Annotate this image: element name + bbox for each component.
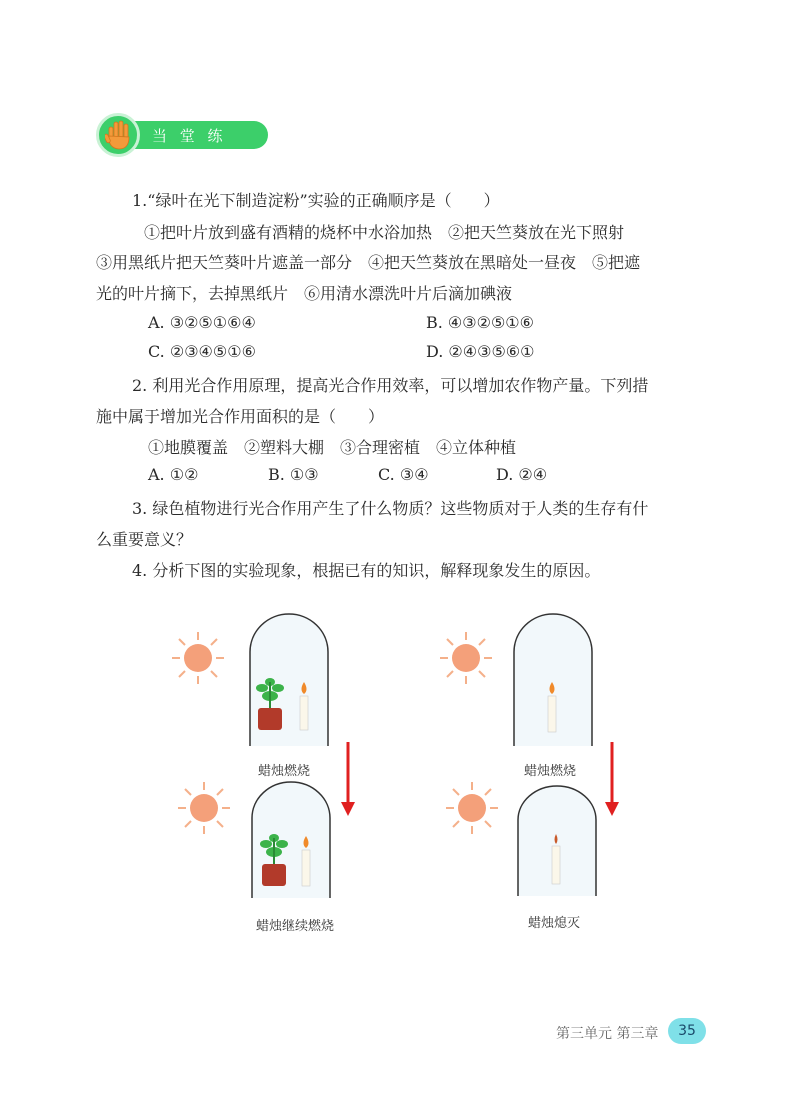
q2-option-a: A. ①② — [148, 465, 199, 484]
chapter-label: 第三单元 第三章 — [556, 1026, 659, 1042]
sun-icon — [170, 630, 226, 686]
q1-option-c: C. ②③④⑤①⑥ — [148, 342, 256, 361]
q3-line-1: 3. 绿色植物进行光合作用产生了什么物质？这些物质对于人类的生存有什 — [132, 499, 649, 518]
q4-line-1: 4. 分析下图的实验现象，根据已有的知识，解释现象发生的原因。 — [132, 561, 601, 580]
sun-icon — [176, 780, 232, 836]
badge-label: 当 堂 练 — [152, 127, 227, 145]
q1-option-a: A. ③②⑤①⑥④ — [148, 313, 256, 332]
q2-option-b: B. ①③ — [268, 465, 319, 484]
down-arrow-icon — [340, 742, 356, 818]
bell-jar-with-candle — [516, 784, 598, 898]
caption-right-bottom: 蜡烛熄灭 — [528, 916, 581, 931]
bell-jar-with-plant — [248, 612, 330, 748]
down-arrow-icon — [604, 742, 620, 818]
q2-stem-2: 施中属于增加光合作用面积的是（ ） — [96, 407, 385, 426]
sun-icon — [444, 780, 500, 836]
q1-option-d: D. ②④③⑤⑥① — [426, 342, 535, 361]
caption-left-bottom: 蜡烛继续燃烧 — [256, 919, 335, 934]
q2-option-d: D. ②④ — [496, 465, 548, 484]
page-number: 35 — [668, 1018, 706, 1044]
q2-option-c: C. ③④ — [378, 465, 429, 484]
q1-option-b: B. ④③②⑤①⑥ — [426, 313, 534, 332]
q3-line-2: 么重要意义？ — [96, 530, 193, 549]
q1-stem: 1.“绿叶在光下制造淀粉”实验的正确顺序是（ ） — [132, 191, 500, 210]
q1-line-3: 光的叶片摘下，去掉黑纸片 ⑥用清水漂洗叶片后滴加碘液 — [96, 284, 513, 303]
q2-items: ①地膜覆盖 ②塑料大棚 ③合理密植 ④立体种植 — [148, 438, 517, 457]
bell-jar-with-candle — [512, 612, 594, 748]
q1-line-2: ③用黑纸片把天竺葵叶片遮盖一部分 ④把天竺葵放在黑暗处一昼夜 ⑤把遮 — [96, 253, 641, 272]
bell-jar-with-plant — [250, 780, 332, 900]
caption-right-top: 蜡烛燃烧 — [524, 764, 577, 779]
sun-icon — [438, 630, 494, 686]
q1-line-1: ①把叶片放到盛有酒精的烧杯中水浴加热 ②把天竺葵放在光下照射 — [144, 223, 625, 242]
q2-stem-1: 2. 利用光合作用原理，提高光合作用效率，可以增加农作物产量。下列措 — [132, 376, 649, 395]
caption-left-top: 蜡烛燃烧 — [258, 764, 311, 779]
